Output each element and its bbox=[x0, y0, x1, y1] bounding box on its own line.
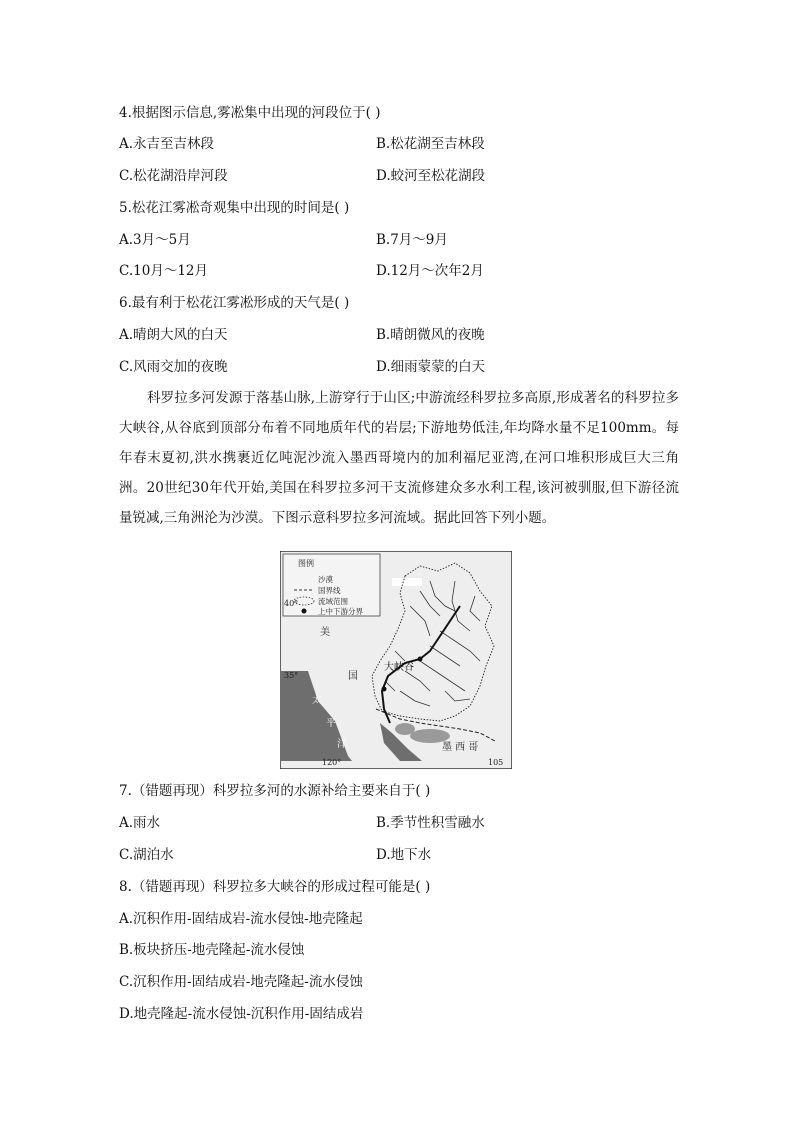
q6-option-c: C.风雨交加的夜晚 bbox=[119, 359, 228, 375]
q4-option-row-2 bbox=[119, 166, 486, 186]
grand-canyon-label: 大峡谷 bbox=[384, 662, 414, 673]
q8-stem: 8.（错题再现）科罗拉多大峡谷的形成过程可能是( ) bbox=[119, 879, 431, 895]
q6-option-b: B.晴朗微风的夜晚 bbox=[376, 327, 485, 343]
colorado-river-basin-map bbox=[280, 551, 512, 769]
q8-option-b: B.板块挤压-地壳隆起-流水侵蚀 bbox=[119, 942, 305, 958]
lat-35-label: 35° bbox=[284, 671, 299, 680]
legend-title: 图例 bbox=[298, 559, 314, 568]
lon-120-label: 120° bbox=[322, 758, 342, 767]
q7-option-b: B.季节性积雪融水 bbox=[376, 815, 485, 831]
q6-option-d: D.细雨蒙蒙的白天 bbox=[376, 359, 486, 375]
q7-stem: 7.（错题再现）科罗拉多河的水源补给主要来自于( ) bbox=[119, 783, 431, 799]
q8-option-c: C.沉积作用-固结成岩-地壳隆起-流水侵蚀 bbox=[119, 974, 363, 990]
legend-desert-label: 沙漠 bbox=[318, 575, 333, 584]
q7-option-row-1 bbox=[119, 813, 485, 833]
q8-option-a: A.沉积作用-固结成岩-流水侵蚀-地壳隆起 bbox=[119, 911, 363, 927]
q4-option-c: C.松花湖沿岸河段 bbox=[119, 168, 228, 184]
division-point bbox=[382, 687, 387, 692]
lon-105-label: 105 bbox=[488, 758, 504, 767]
lat-40-label: 40° bbox=[284, 599, 299, 608]
q4-option-row-1 bbox=[119, 134, 485, 154]
q4-option-b: B.松花湖至吉林段 bbox=[376, 136, 485, 152]
q5-option-row-1 bbox=[119, 230, 448, 250]
q7-option-a: A.雨水 bbox=[119, 815, 161, 831]
legend-basin-label: 流域范围 bbox=[318, 597, 348, 606]
q6-option-row-1 bbox=[119, 325, 485, 345]
q4-option-d: D.蛟河至松花湖段 bbox=[376, 168, 486, 184]
q6-option-row-2 bbox=[119, 357, 486, 377]
q7-option-d: D.地下水 bbox=[376, 847, 432, 863]
pacific-label-3: 洋 bbox=[337, 739, 347, 750]
usa-label-1: 美 bbox=[320, 627, 330, 638]
legend-border-label: 国界线 bbox=[318, 586, 341, 595]
division-point bbox=[418, 657, 423, 662]
q5-option-d: D.12月～次年2月 bbox=[376, 263, 484, 279]
q5-option-a: A.3月～5月 bbox=[119, 232, 191, 248]
legend-division-label: 上中下游分界 bbox=[318, 607, 363, 616]
q7-option-row-2 bbox=[119, 845, 432, 865]
pacific-label-1: 太 bbox=[312, 695, 322, 706]
q4-option-a: A.永吉至吉林段 bbox=[119, 136, 215, 152]
q7-option-c: C.湖泊水 bbox=[119, 847, 174, 863]
q5-option-row-2 bbox=[119, 261, 484, 281]
desert-patch bbox=[395, 723, 415, 735]
q8-option-d: D.地壳隆起-流水侵蚀-沉积作用-固结成岩 bbox=[119, 1006, 364, 1022]
q4-stem: 4.根据图示信息,雾凇集中出现的河段位于( ) bbox=[119, 105, 381, 121]
q5-option-c: C.10月～12月 bbox=[119, 263, 208, 279]
q6-option-a: A.晴朗大风的白天 bbox=[119, 327, 228, 343]
desert-patch bbox=[410, 729, 450, 743]
q6-stem: 6.最有利于松花江雾凇形成的天气是( ) bbox=[119, 295, 350, 311]
mexico-label: 墨 西 哥 bbox=[442, 742, 479, 753]
pacific-label-2: 平 bbox=[326, 718, 336, 729]
reading-passage: 科罗拉多河发源于落基山脉,上游穿行于山区;中游流经科罗拉多高原,形成著名的科罗拉多大峡谷,从谷底到顶部分布着不同地质年代的岩层;下游地势低洼,年均降水量不足100mm。每年春末夏初,洪水携裹近亿吨泥沙流入墨西哥境内的加利福尼亚湾,在河口堆积形成巨大三角洲。20世纪30年代开始,美国在科罗拉多河干支流修建众多水利工程,该河被驯服,但下游径流量锐减,三角洲沦为沙漠。下图示意科罗拉多河流域。据此回答下列小题。 bbox=[119, 390, 679, 526]
usa-label-2: 国 bbox=[348, 671, 358, 682]
q5-stem: 5.松花江雾凇奇观集中出现的时间是( ) bbox=[119, 200, 350, 216]
q5-option-b: B.7月～9月 bbox=[376, 232, 448, 248]
